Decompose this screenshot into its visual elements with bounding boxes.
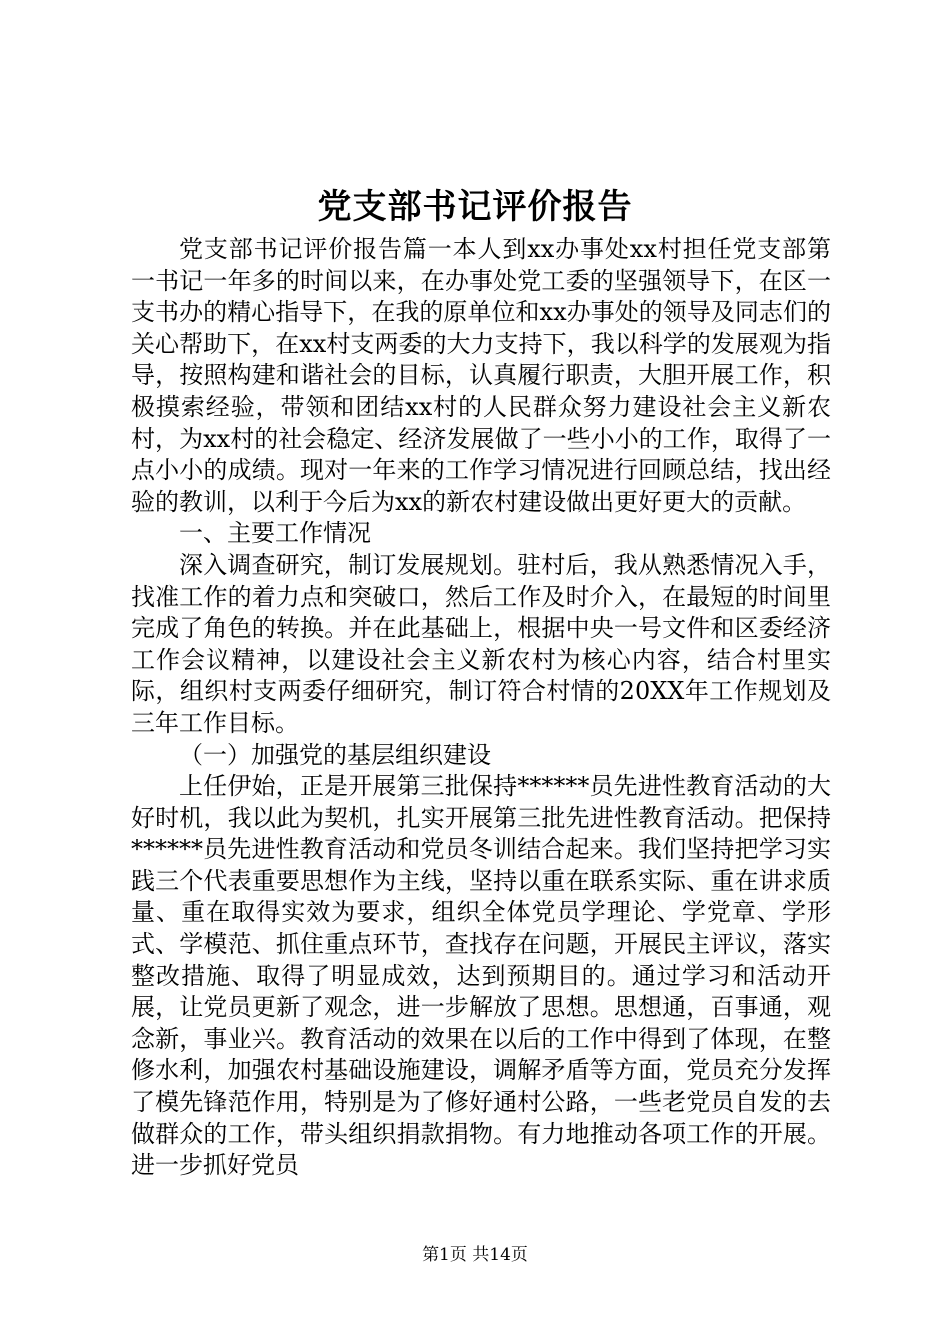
subsection-heading-party-building: （一）加强党的基层组织建设 — [179, 740, 491, 769]
document-body — [131, 234, 831, 1182]
document-title: 党支部书记评价报告 — [317, 187, 633, 227]
paragraph-research: 深入调查研究，制订发展规划。驻村后，我从熟悉情况入手，找准工作的着力点和突破口，然后工作及时介入，在最短的时间里完成了角色的转换。并在此基础上，根据中央一号文件和区委经济工作会议精神，以建设社会主义新农村为核心内容，结合村里实际，组织村支两委仔细研究，制订符合村情的20XX年工作规划及三年工作目标。 — [131, 550, 831, 737]
page-number-footer: 第1页 共14页 — [422, 1245, 528, 1265]
paragraph-education-activity: 上任伊始，正是开展第三批保持******员先进性教育活动的大好时机，我以此为契机，扎实开展第三批先进性教育活动。把保持******员先进性教育活动和党员冬训结合起来。我们坚持把学习实践三个代表重要思想作为主线，坚持以重在联系实际、重在讲求质量、重在取得实效为要求，组织全体党员学理论、学党章、学形式、学模范、抓住重点环节，查找存在问题，开展民主评议，落实整改措施、取得了明显成效，达到预期目的。通过学习和活动开展，让党员更新了观念，进一步解放了思想。思想通，百事通，观念新，事业兴。教育活动的效果在以后的工作中得到了体现，在整修水利，加强农村基础设施建设，调解矛盾等方面，党员充分发挥了模先锋范作用，特别是为了修好通村公路，一些老党员自发的去做群众的工作，带头组织捐款捐物。有力地推动各项工作的开展。进一步抓好党员 — [131, 772, 831, 1180]
paragraph-intro: 党支部书记评价报告篇一本人到xx办事处xx村担任党支部第一书记一年多的时间以来，在办事处党工委的坚强领导下，在区一支书办的精心指导下，在我的原单位和xx办事处的领导及同志们的关心帮助下，在xx村支两委的大力支持下，我以科学的发展观为指导，按照构建和谐社会的目标，认真履行职责，大胆开展工作，积极摸索经验，带领和团结xx村的人民群众努力建设社会主义新农村，为xx村的社会稳定、经济发展做了一些小小的工作，取得了一点小小的成绩。现对一年来的工作学习情况进行回顾总结，找出经验的教训，以利于今后为xx的新农村建设做出更好更大的贡献。 — [131, 235, 831, 516]
section-heading-main-work: 一、主要工作情况 — [179, 519, 371, 548]
